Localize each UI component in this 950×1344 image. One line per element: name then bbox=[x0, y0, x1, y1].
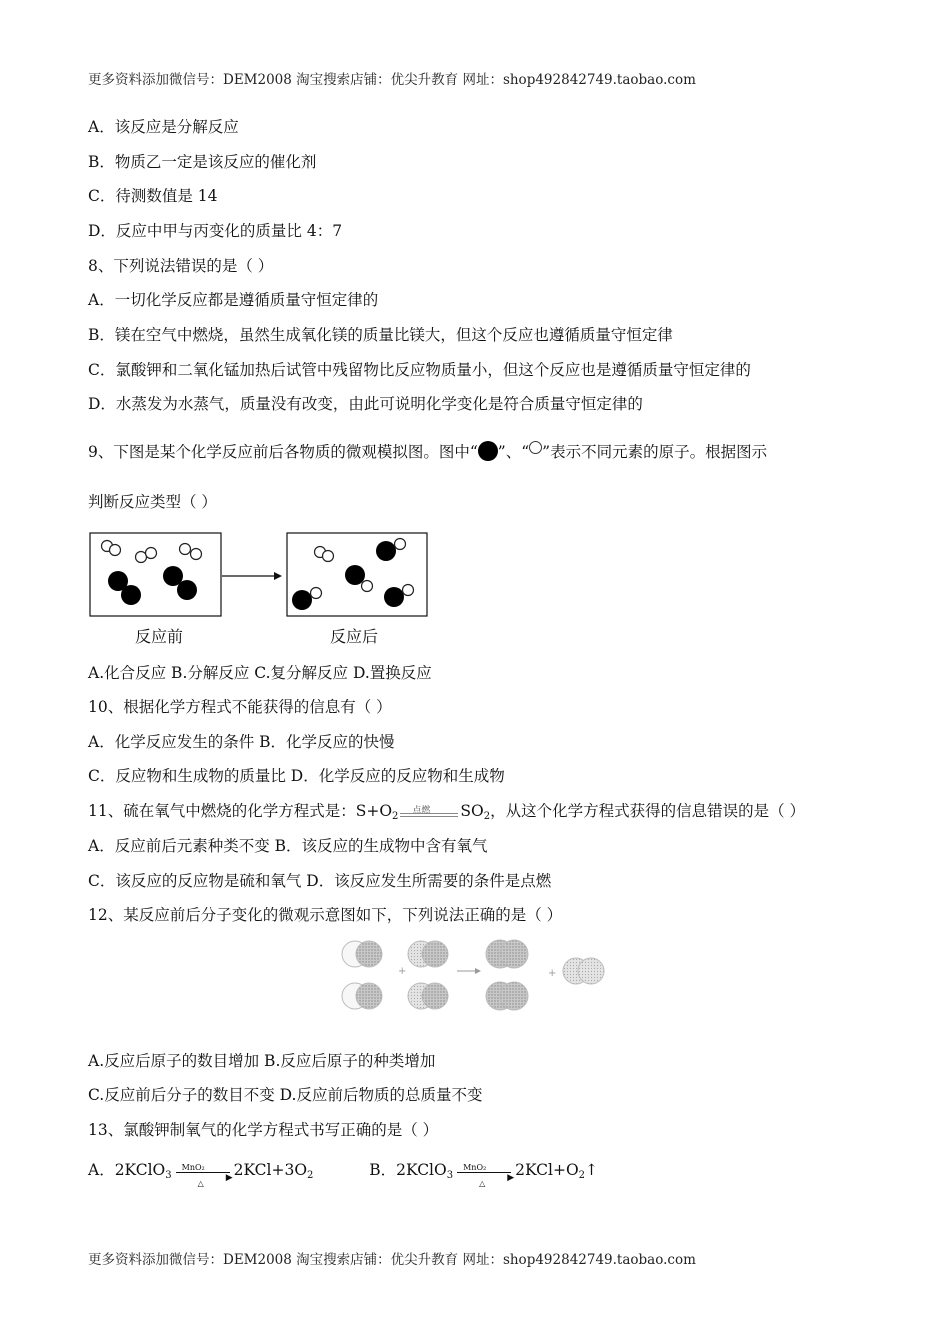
q12-molecule-diagram bbox=[335, 934, 615, 1018]
q10-stem: 10、根据化学方程式不能获得的信息有（ ） bbox=[88, 698, 392, 716]
black-atom-icon bbox=[478, 441, 498, 461]
q7-option-d: D．反应中甲与丙变化的质量比 4：7 bbox=[88, 222, 343, 240]
q7-option-a: A．该反应是分解反应 bbox=[88, 118, 239, 136]
q13-b-sub2: 2 bbox=[578, 1170, 586, 1181]
q11-options-cd: C．该反应的反应物是硫和氧气 D．该反应发生所需要的条件是点燃 bbox=[88, 872, 552, 890]
q13-b-reactant: B．2KClO bbox=[369, 1161, 447, 1179]
q13-stem: 13、氯酸钾制氧气的化学方程式书写正确的是（ ） bbox=[88, 1121, 439, 1139]
q9-stem bbox=[88, 441, 767, 462]
reaction-arrow-b-icon: MnO₂ ▶ △ bbox=[455, 1164, 513, 1178]
q13-a-heat: △ bbox=[197, 1179, 204, 1188]
page-header: 更多资料添加微信号：DEM2008 淘宝搜索店铺：优尖升教育 网址：shop492842749.taobao.com bbox=[88, 72, 696, 88]
q11-so2-subscript: 2 bbox=[483, 811, 491, 822]
q8-option-a: A．一切化学反应都是遵循质量守恒定律的 bbox=[88, 291, 379, 309]
q13-a-sub2: 2 bbox=[307, 1170, 314, 1181]
q13-b-product: 2KCl+O bbox=[515, 1161, 579, 1179]
q9-stem-continued: 判断反应类型（ ） bbox=[88, 493, 217, 511]
q13-a-reactant: A．2KClO bbox=[88, 1161, 166, 1179]
q12-options-cd: C.反应前后分子的数目不变 D.反应前后物质的总质量不变 bbox=[88, 1086, 483, 1104]
reaction-arrow-a-icon: MnO₂ ▶ △ bbox=[174, 1164, 232, 1178]
q13-b-heat: △ bbox=[479, 1179, 486, 1188]
q12-stem: 12、某反应前后分子变化的微观示意图如下，下列说法正确的是（ ） bbox=[88, 906, 563, 924]
q11-stem-pre: 11、硫在氧气中燃烧的化学方程式是：S+O bbox=[88, 802, 393, 820]
caption-before: 反应前 bbox=[135, 627, 184, 646]
q9-stem-mid: ”、“ bbox=[497, 443, 530, 461]
page-footer: 更多资料添加微信号：DEM2008 淘宝搜索店铺：优尖升教育 网址：shop492842749.taobao.com bbox=[88, 1252, 696, 1268]
q8-option-b: B．镁在空气中燃烧，虽然生成氧化镁的质量比镁大，但这个反应也遵循质量守恒定律 bbox=[88, 326, 673, 344]
q12-arrow-icon bbox=[475, 968, 481, 974]
q11-stem-post: ，从这个化学方程式获得的信息错误的是（ ） bbox=[490, 802, 806, 820]
q11-product: SO bbox=[460, 802, 484, 820]
q11-stem bbox=[88, 801, 805, 827]
q13-b-sub3: 3 bbox=[446, 1170, 454, 1181]
q9-options: A.化合反应 B.分解反应 C.复分解反应 D.置换反应 bbox=[88, 664, 432, 682]
caption-after: 反应后 bbox=[330, 627, 379, 646]
q9-stem-pre: 9、下图是某个化学反应前后各物质的微观模拟图。图中“ bbox=[88, 443, 478, 461]
reactant-molecules bbox=[342, 941, 448, 1009]
q13-options bbox=[88, 1160, 598, 1186]
q10-options-ab: A．化学反应发生的条件 B．化学反应的快慢 bbox=[88, 733, 395, 751]
product-molecules bbox=[486, 940, 604, 1010]
q12-options-ab: A.反应后原子的数目增加 B.反应后原子的种类增加 bbox=[88, 1052, 436, 1070]
q13-b-gas-arrow: ↑ bbox=[585, 1161, 599, 1179]
equals-sign-icon bbox=[398, 805, 460, 819]
q13-a-catalyst: MnO₂ bbox=[181, 1163, 205, 1172]
q11-condition: 点燃 bbox=[412, 806, 431, 816]
q9-reaction-diagram bbox=[88, 530, 438, 622]
q7-option-b: B．物质乙一定是该反应的催化剂 bbox=[88, 153, 317, 171]
q7-option-c: C．待测数值是 14 bbox=[88, 187, 218, 205]
q11-o2-subscript: 2 bbox=[392, 811, 399, 822]
white-atom-icon bbox=[529, 441, 542, 454]
reaction-arrow-icon bbox=[274, 572, 282, 580]
q9-stem-post: ”表示不同元素的原子。根据图示 bbox=[542, 443, 768, 461]
q8-stem: 8、下列说法错误的是（ ） bbox=[88, 257, 274, 275]
plus-icon-2: + bbox=[548, 968, 557, 979]
q13-a-sub3: 3 bbox=[165, 1170, 172, 1181]
q8-option-c: C．氯酸钾和二氧化锰加热后试管中残留物比反应物质量小，但这个反应也是遵循质量守恒定律的 bbox=[88, 361, 751, 379]
q11-options-ab: A．反应前后元素种类不变 B．该反应的生成物中含有氧气 bbox=[88, 837, 488, 855]
q10-options-cd: C．反应物和生成物的质量比 D．化学反应的反应物和生成物 bbox=[88, 767, 505, 785]
q13-a-product: 2KCl+3O bbox=[233, 1161, 308, 1179]
q8-option-d: D．水蒸发为水蒸气，质量没有改变，由此可说明化学变化是符合质量守恒定律的 bbox=[88, 395, 643, 413]
q13-b-catalyst: MnO₂ bbox=[463, 1163, 487, 1172]
plus-icon: + bbox=[398, 966, 407, 977]
